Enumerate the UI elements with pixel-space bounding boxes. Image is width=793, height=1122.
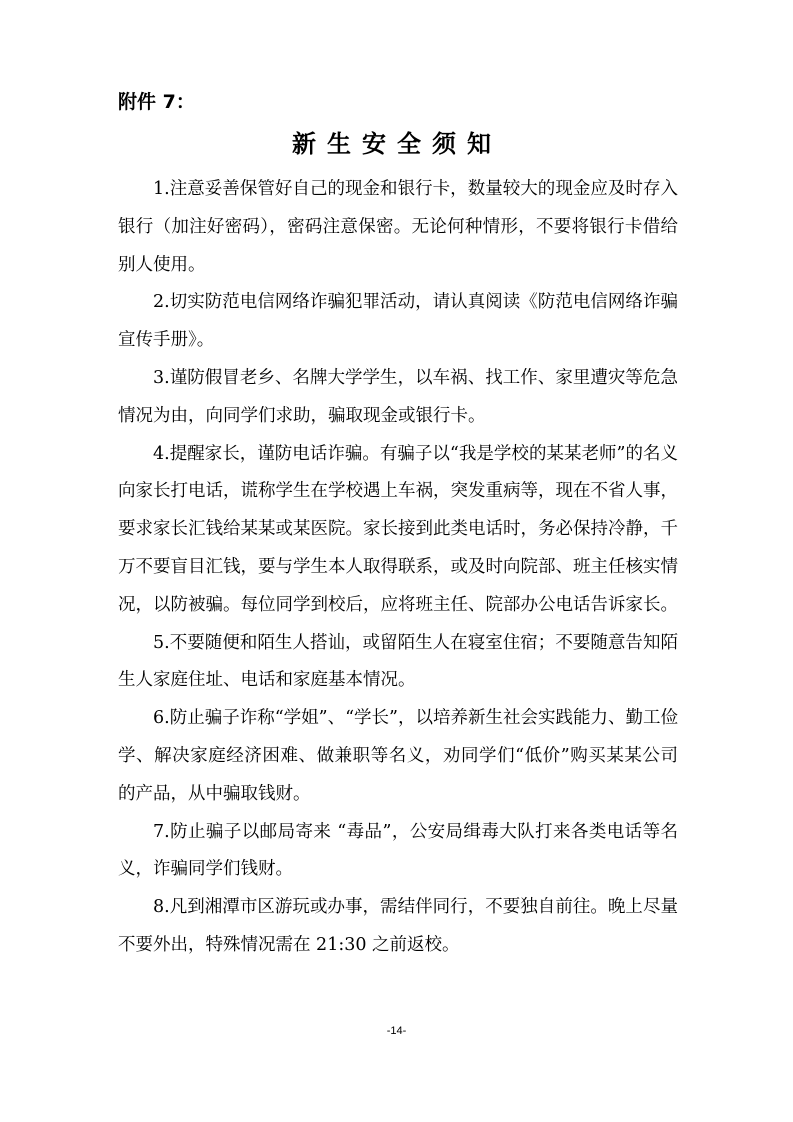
- paragraph-7: 7.防止骗子以邮局寄来 “毒品”，公安局缉毒大队打来各类电话等名义，诈骗同学们钱财。: [118, 821, 678, 880]
- paragraph-1: 1.注意妥善保管好自己的现金和银行卡，数量较大的现金应及时存入银行（加注好密码），密码注意保密。无论何种情形，不要将银行卡借给别人使用。: [118, 179, 678, 275]
- paragraph-3: 3.谨防假冒老乡、名牌大学学生，以车祸、找工作、家里遭灾等危急情况为由，向同学们求助，骗取现金或银行卡。: [118, 367, 678, 426]
- paragraph-6: 6.防止骗子诈称“学姐”、“学长”，以培养新生社会实践能力、勤工俭学、解决家庭经济困难、做兼职等名义，劝同学们“低价”购买某某公司的产品，从中骗取钱财。: [118, 708, 678, 804]
- page-number: -14-: [386, 1025, 407, 1037]
- paragraph-4: 4.提醒家长，谨防电话诈骗。有骗子以“我是学校的某某老师”的名义向家长打电话，谎称学生在学校遇上车祸，突发重病等，现在不省人事，要求家长汇钱给某某或某医院。家长接到此类电话时，务必保持冷静，千万不要盲目汇钱，要与学生本人取得联系，或及时向院部、班主任核实情况，以防被骗。每位同学到校后，应将班主任、院部办公电话告诉家长。: [118, 443, 678, 615]
- paragraph-5: 5.不要随便和陌生人搭讪，或留陌生人在寝室住宿；不要随意告知陌生人家庭住址、电话和家庭基本情况。: [118, 632, 678, 691]
- paragraph-8: 8.凡到湘潭市区游玩或办事，需结伴同行，不要独自前往。晚上尽量不要外出，特殊情况需在 21:30 之前返校。: [118, 897, 678, 955]
- attachment-label: 附件 7：: [118, 91, 195, 113]
- page-title: 新生安全须知: [292, 130, 502, 158]
- document-body: [118, 171, 678, 965]
- paragraph-2: 2.切实防范电信网络诈骗犯罪活动，请认真阅读《防范电信网络诈骗宣传手册》。: [118, 292, 678, 351]
